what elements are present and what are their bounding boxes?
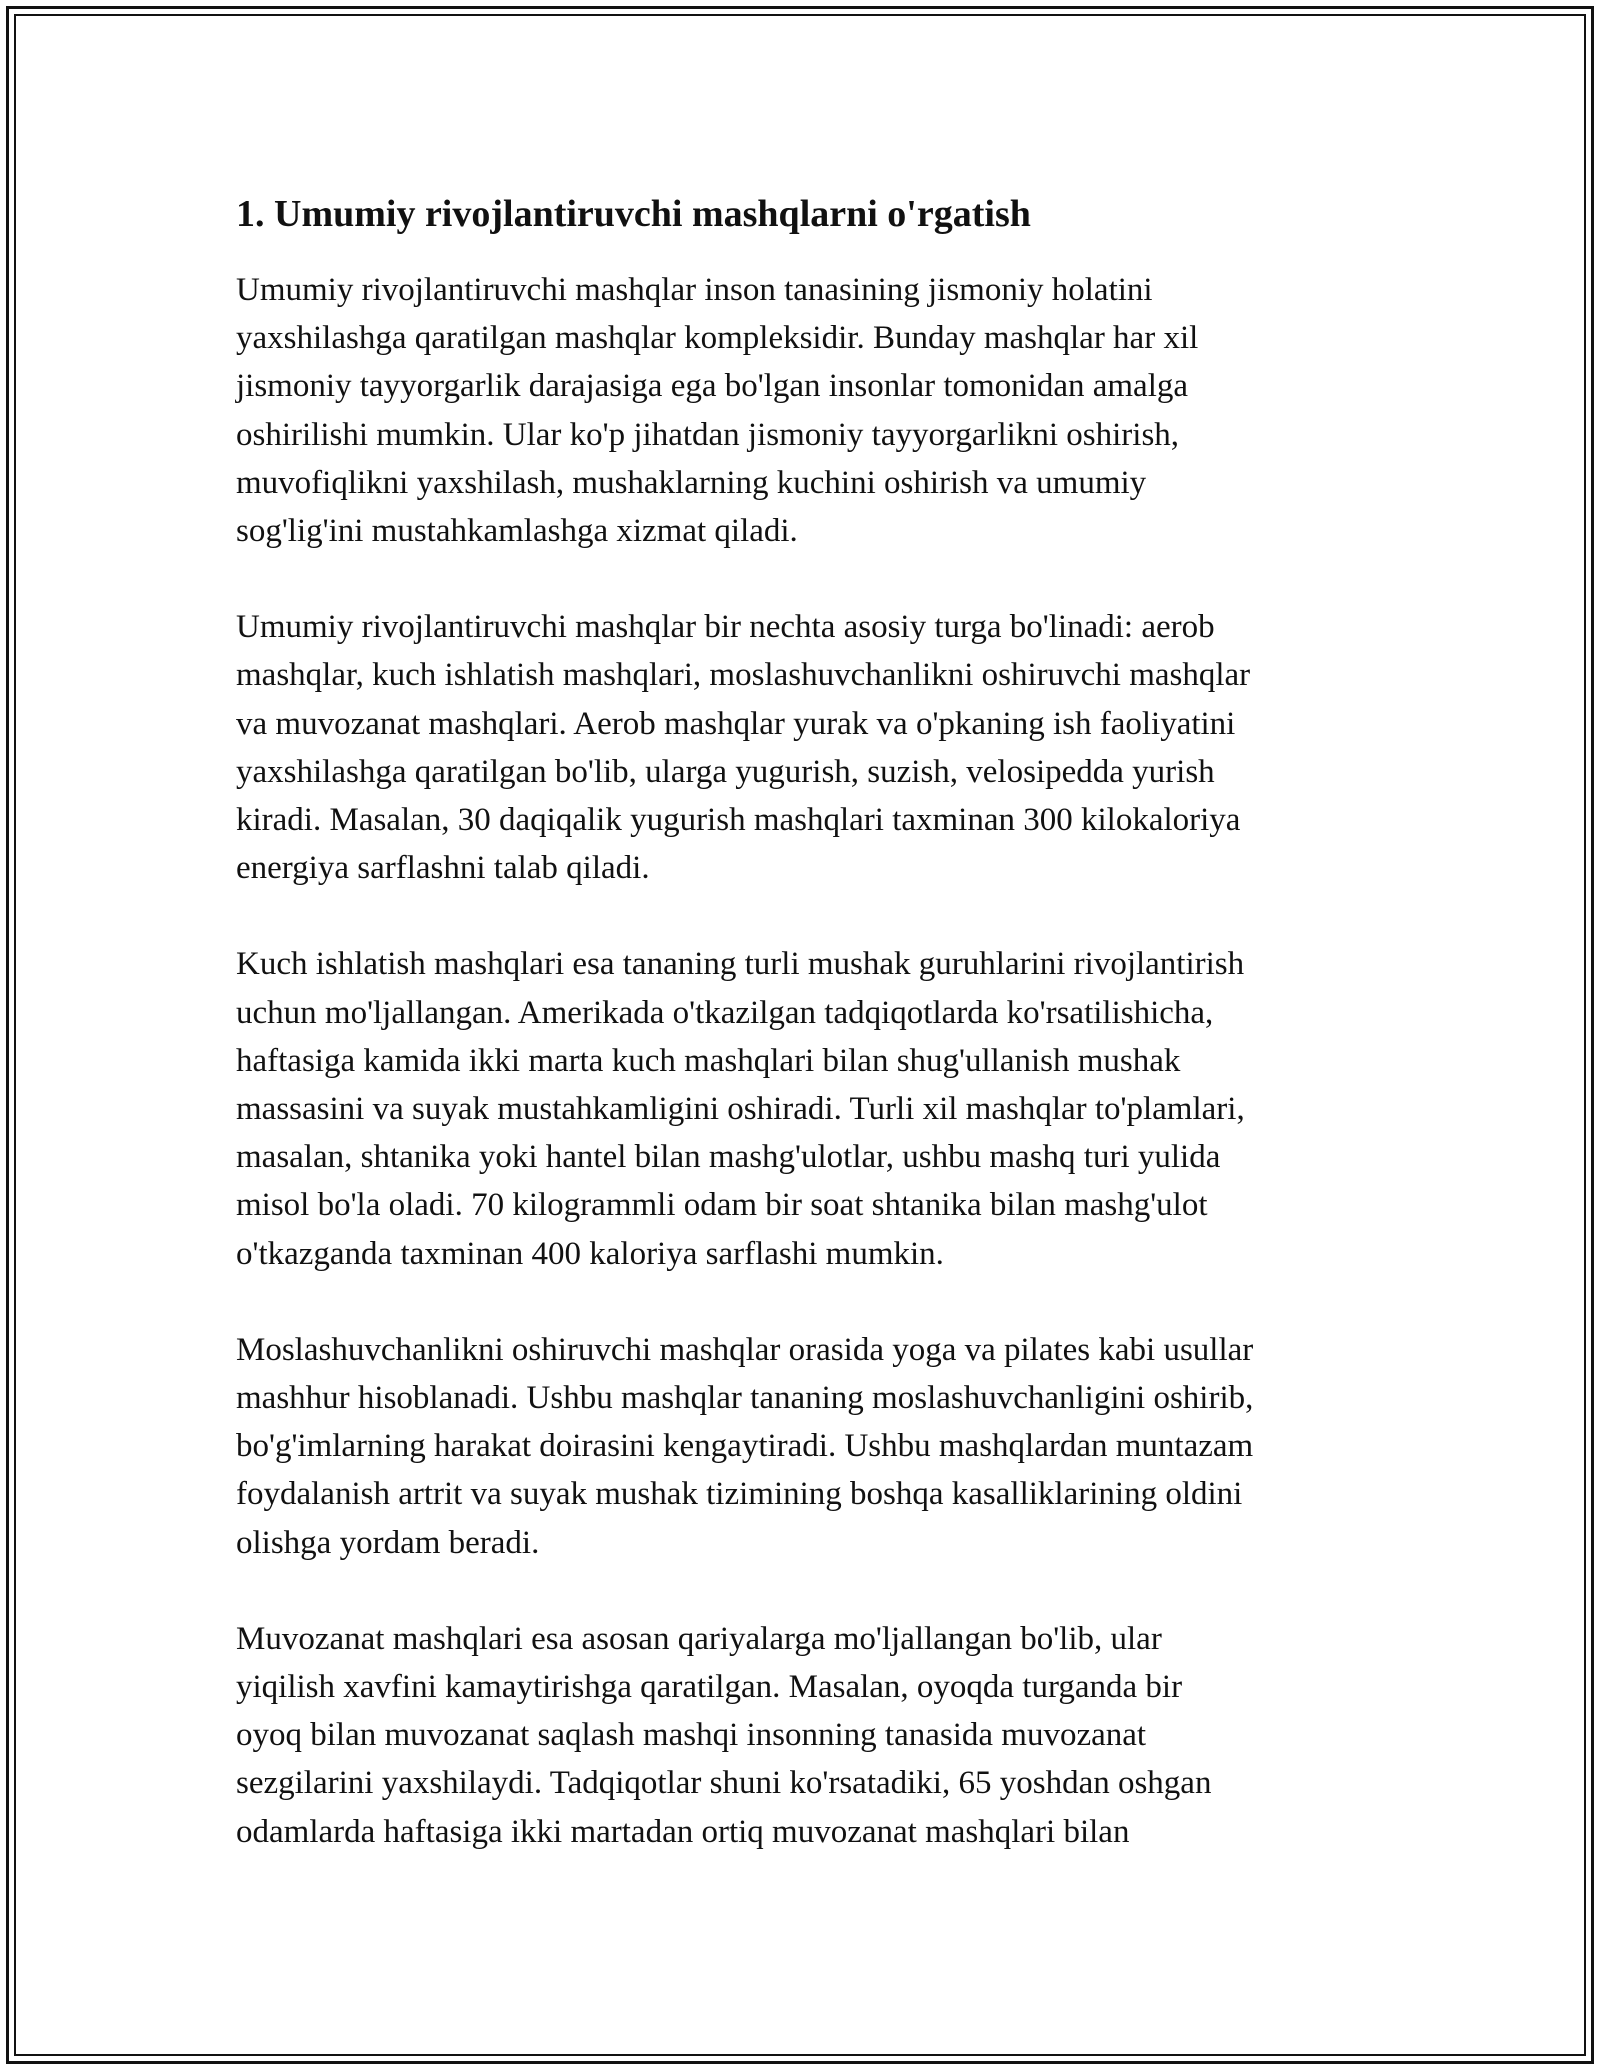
text-line: energiya sarflashni talab qiladi. [236,850,650,887]
text-line: foydalanish artrit va suyak mushak tizimining boshqa kasalliklarining oldini [236,1476,1243,1513]
text-line: mashhur hisoblanadi. Ushbu mashqlar tananing moslashuvchanligini oshirib, [236,1380,1254,1417]
text-line: misol bo'la oladi. 70 kilogrammli odam bir soat shtanika bilan mashg'ulot [236,1187,1208,1224]
text-line: Kuch ishlatish mashqlari esa tananing turli mushak guruhlarini rivojlantirish [236,946,1245,983]
text-line: masalan, shtanika yoki hantel bilan mashg'ulotlar, ushbu mashq turi yulida [236,1139,1221,1176]
document-content [236,186,1386,1904]
text-line: olishga yordam beradi. [236,1524,540,1561]
text-line: va muvozanat mashqlari. Aerob mashqlar yurak va o'pkaning ish faoliyatini [236,705,1236,742]
text-line: yaxshilashga qaratilgan bo'lib, ularga yugurish, suzish, velosipedda yurish [236,753,1215,790]
paragraph-intro [236,266,1386,555]
text-line: mashqlar, kuch ishlatish mashqlari, moslashuvchanlikni oshiruvchi mashqlar [236,657,1251,694]
text-line: oyoq bilan muvozanat saqlash mashqi insonning tanasida muvozanat [236,1717,1147,1754]
text-line: o'tkazganda taxminan 400 kaloriya sarflashi mumkin. [236,1235,944,1272]
paragraph-flexibility [236,1326,1386,1567]
text-line: odamlarda haftasiga ikki martadan ortiq muvozanat mashqlari bilan [236,1813,1130,1850]
paragraph-strength [236,940,1386,1277]
text-line: sog'lig'ini mustahkamlashga xizmat qiladi. [236,513,798,550]
text-line: Umumiy rivojlantiruvchi mashqlar inson tanasining jismoniy holatini [236,272,1153,308]
paragraph-types [236,603,1386,892]
text-line: massasini va suyak mustahkamligini oshiradi. Turli xil mashqlar to'plamlari, [236,1091,1245,1128]
text-line: muvofiqlikni yaxshilash, mushaklarning kuchini oshirish va umumiy [236,464,1147,501]
text-line: yaxshilashga qaratilgan mashqlar kompleksidir. Bunday mashqlar har xil [236,320,1199,357]
text-line: bo'g'imlarning harakat doirasini kengaytiradi. Ushbu mashqlardan muntazam [236,1428,1254,1465]
text-line: Muvozanat mashqlari esa asosan qariyalarga mo'ljallangan bo'lib, ular [236,1620,1162,1657]
text-line: haftasiga kamida ikki marta kuch mashqlari bilan shug'ullanish mushak [236,1042,1181,1079]
text-line: jismoniy tayyorgarlik darajasiga ega bo'lgan insonlar tomonidan amalga [236,368,1189,405]
text-line: kiradi. Masalan, 30 daqiqalik yugurish mashqlari taxminan 300 kilokaloriya [236,802,1241,839]
paragraph-balance [236,1615,1386,1856]
text-line: Moslashuvchanlikni oshiruvchi mashqlar orasida yoga va pilates kabi usullar [236,1331,1254,1368]
text-line: uchun mo'ljallangan. Amerikada o'tkazilgan tadqiqotlarda ko'rsatilishicha, [236,994,1214,1031]
text-line: sezgilarini yaxshilaydi. Tadqiqotlar shuni ko'rsatadiki, 65 yoshdan oshgan [236,1765,1212,1802]
text-line: oshirilishi mumkin. Ular ko'p jihatdan jismoniy tayyorgarlikni oshirish, [236,416,1180,453]
section-title: 1. Umumiy rivojlantiruvchi mashqlarni o'rgatish [236,193,1031,235]
text-line: Umumiy rivojlantiruvchi mashqlar bir nechta asosiy turga bo'linadi: aerob [236,609,1215,646]
text-line: yiqilish xavfini kamaytirishga qaratilgan. Masalan, oyoqda turganda bir [236,1669,1183,1706]
